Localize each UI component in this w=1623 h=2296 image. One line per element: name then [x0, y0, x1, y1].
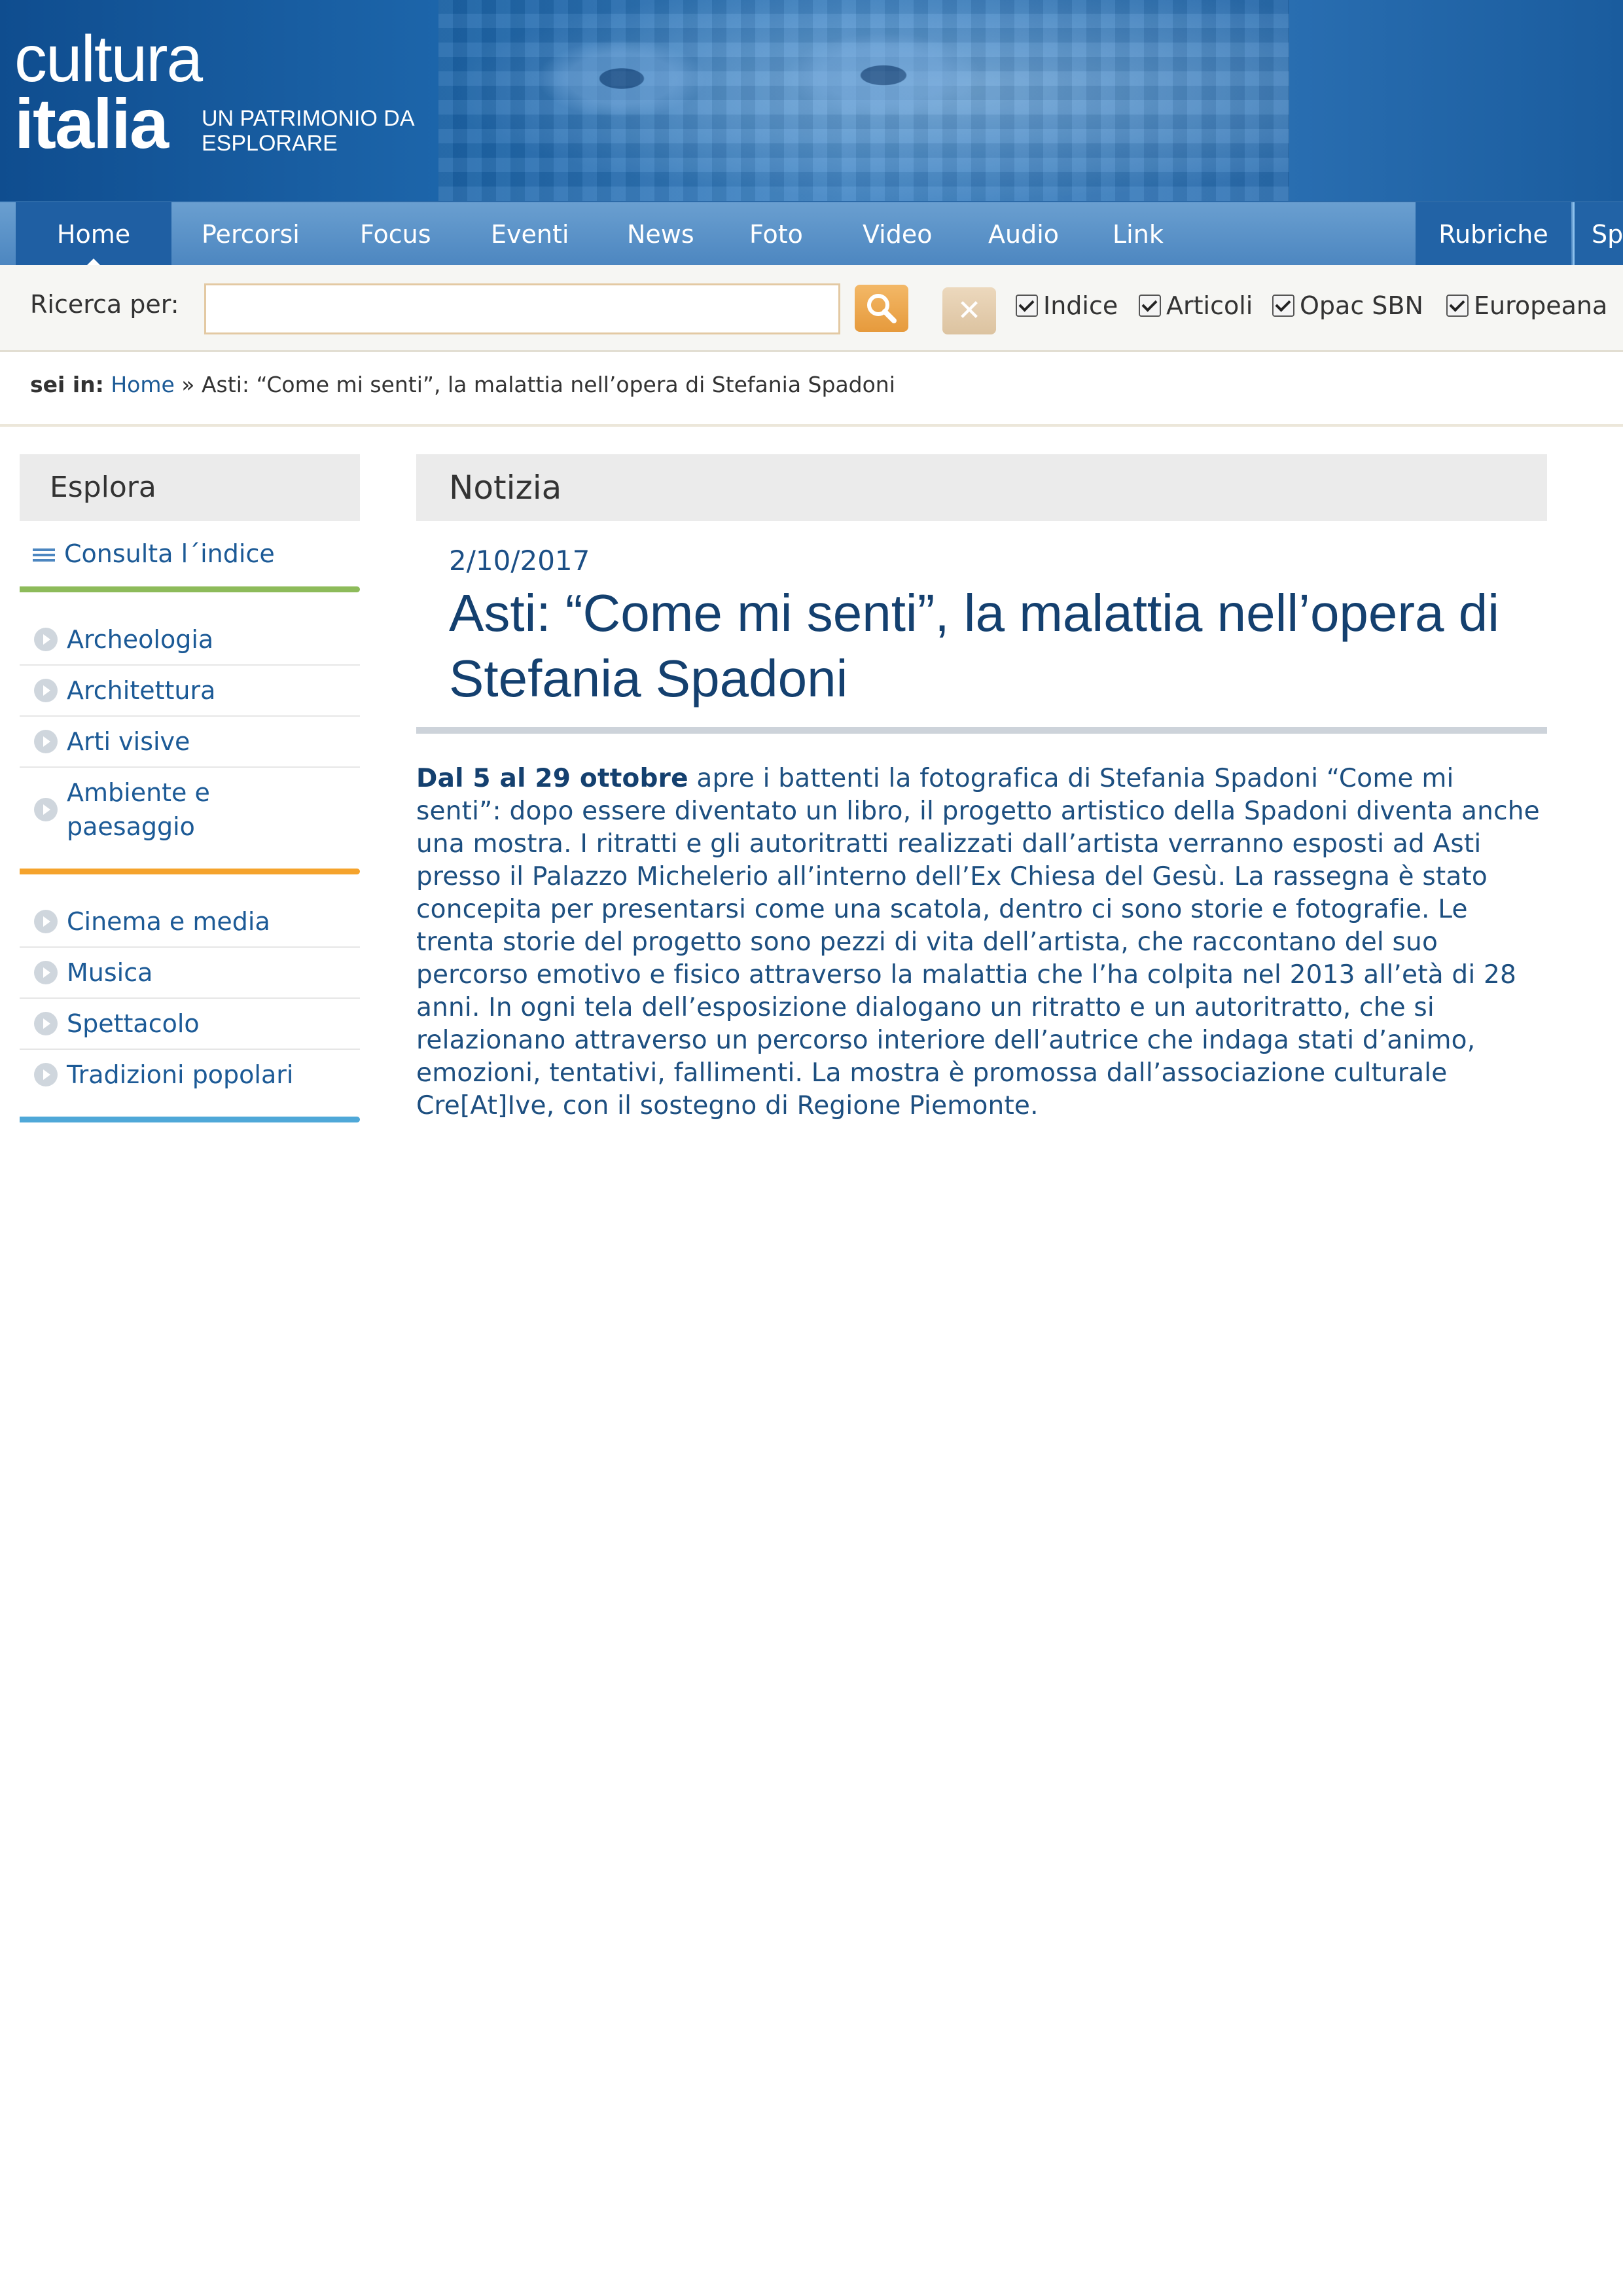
logo-cultura[interactable]: cultura [14, 22, 202, 96]
sidebar-item-label: Architettura [67, 676, 216, 705]
arrow-circle-icon [34, 628, 58, 651]
article-lead: Dal 5 al 29 ottobre [416, 764, 688, 793]
nav-focus[interactable]: Focus [360, 220, 431, 249]
arrow-circle-icon [34, 1063, 58, 1086]
sidebar-item-label: Arti visive [67, 727, 190, 756]
sidebar-item-spettacolo[interactable] [20, 999, 360, 1050]
article-date: 2/10/2017 [449, 545, 590, 577]
search-input[interactable] [204, 283, 840, 334]
sidebar-item-label: Musica [67, 958, 153, 987]
sidebar-title: Esplora [20, 454, 360, 521]
search-bar [0, 265, 1623, 352]
sidebar-item-architettura[interactable] [20, 666, 360, 717]
article [416, 454, 1547, 1122]
banner-eye-left [537, 39, 707, 118]
clear-search-button[interactable] [942, 287, 996, 334]
nav-home[interactable]: Home [16, 202, 171, 266]
search-label: Ricerca per: [30, 290, 179, 319]
nav-audio[interactable]: Audio [988, 220, 1060, 249]
breadcrumb-current: Asti: “Come mi senti”, la malattia nell’opera di Stefania Spadoni [201, 372, 895, 397]
list-icon [33, 548, 55, 563]
filter-label: Indice [1043, 291, 1118, 320]
sidebar-item-tradizioni-popolari[interactable] [20, 1050, 360, 1100]
nav-rubriche[interactable]: Rubriche [1416, 202, 1571, 266]
logo-tagline: UN PATRIMONIO DA ESPLORARE [202, 106, 414, 156]
sidebar-item-cinema-media[interactable] [20, 897, 360, 948]
arrow-circle-icon [34, 1012, 58, 1035]
nav-news[interactable]: News [627, 220, 694, 249]
sidebar-item-label: Ambiente e paesaggio [67, 778, 210, 841]
filter-label: Europeana [1474, 291, 1608, 320]
filter-label: Opac SBN [1300, 291, 1423, 320]
sidebar-divider-orange [20, 869, 360, 874]
sidebar-item-label: Archeologia [67, 625, 214, 654]
breadcrumb [0, 352, 1623, 427]
filter-europeana[interactable] [1446, 291, 1607, 324]
banner-eye-right [785, 33, 982, 118]
filter-label: Articoli [1166, 291, 1253, 320]
logo-italia[interactable]: italia [14, 84, 168, 163]
arrow-circle-icon [34, 961, 58, 984]
section-title: Notizia [416, 454, 1547, 521]
sidebar-group-1 [20, 592, 360, 869]
sidebar-group-2 [20, 874, 360, 1117]
article-title: Asti: “Come mi senti”, la malattia nell’opera di Stefania Spadoni [449, 584, 1500, 708]
article-body [416, 762, 1547, 1122]
nav-speciali[interactable]: Sp [1573, 202, 1623, 266]
filter-indice[interactable] [1016, 291, 1118, 324]
title-divider [416, 727, 1547, 734]
search-button[interactable] [855, 285, 908, 332]
sidebar-divider-blue [20, 1117, 360, 1122]
breadcrumb-label: sei in: [30, 372, 104, 397]
checkbox-checked-icon[interactable] [1272, 295, 1294, 317]
filter-opac-sbn[interactable] [1272, 291, 1423, 324]
main-nav [0, 201, 1623, 266]
arrow-circle-icon [34, 730, 58, 753]
sidebar-item-label: Cinema e media [67, 907, 270, 936]
sidebar-divider-green [20, 586, 360, 592]
sidebar-item-archeologia[interactable] [20, 615, 360, 666]
sidebar-item-label: Tradizioni popolari [67, 1060, 294, 1089]
sidebar-item-ambiente-paesaggio[interactable] [20, 768, 276, 852]
nav-percorsi[interactable]: Percorsi [202, 220, 300, 249]
article-text: apre i battenti la fotografica di Stefania Spadoni “Come mi senti”: dopo essere diventato un libro, il progetto artistico della Spadoni diventa anche una mostra. I ritratti e gli autoritratti realizzati dall’artista verranno esposti ad Asti presso il Palazzo Michelerio all’interno dell’Ex Chiesa del Gesù. La rassegna è stato concepita per presentarsi come una scatola, dentro ci sono storie e fotografie. Le trenta storie del progetto sono pezzi di vita dell’artista, che raccontano del suo percorso emotivo e fisico attraverso la malattia che l’ha colpita nel 2013 all’età di 28 anni. In ogni tela dell’esposizione dialogano un ritratto e un autoritratto, che si relazionano attraverso un percorso interiore dell’autrice che indaga stati d’animo, emozioni, tentativi, fallimenti. La mostra è promossa dall’associazione culturale Cre[At]Ive, con il sostegno di Regione Piemonte. [416, 764, 1540, 1121]
header-banner [0, 0, 1623, 201]
nav-link[interactable]: Link [1113, 220, 1164, 249]
sidebar-item-label: Spettacolo [67, 1009, 200, 1038]
checkbox-checked-icon[interactable] [1446, 295, 1469, 317]
nav-foto[interactable]: Foto [749, 220, 803, 249]
close-icon: ✕ [957, 294, 982, 327]
sidebar-item-musica[interactable] [20, 948, 360, 999]
checkbox-checked-icon[interactable] [1016, 295, 1038, 317]
sidebar [20, 454, 360, 1122]
sidebar-index-label: Consulta l´indice [64, 539, 275, 568]
arrow-circle-icon [34, 679, 58, 702]
arrow-circle-icon [34, 910, 58, 933]
sidebar-item-arti-visive[interactable] [20, 717, 360, 768]
breadcrumb-separator: » [181, 372, 195, 397]
nav-video[interactable]: Video [863, 220, 933, 249]
checkbox-checked-icon[interactable] [1139, 295, 1161, 317]
sidebar-index-link[interactable] [20, 521, 360, 586]
arrow-circle-icon [34, 798, 58, 821]
nav-eventi[interactable]: Eventi [491, 220, 569, 249]
breadcrumb-home[interactable]: Home [111, 372, 175, 397]
search-icon [855, 285, 908, 332]
filter-articoli[interactable] [1139, 291, 1253, 324]
